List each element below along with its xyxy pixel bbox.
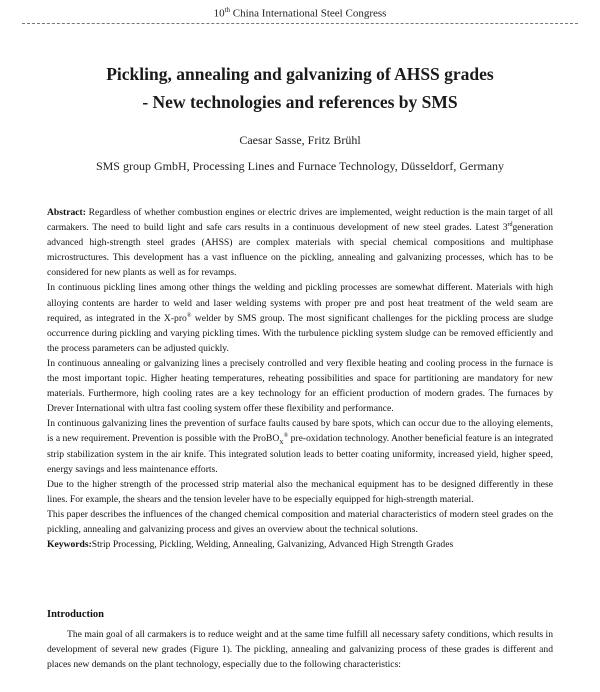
header-rule [22, 23, 578, 24]
abstract-paragraph-4 [47, 416, 553, 476]
abstract-text: In continuous pickling lines among other things the welding and pickling processes are somewhat different. Materials with high alloying contents are harder to weld and laser welding systems with proper pre and post heat treatment of the weld seam are required, as integrated in the X-pro [47, 282, 553, 324]
ordinal-superscript: rd [507, 221, 513, 228]
introduction [47, 627, 553, 672]
abstract-text: generation advanced high-strength steel grades (AHSS) are complex materials with special chemical compositions and multiphase microstructures. This development has a vast influence on the pickling, annealing and galvanizing processes, which has to be considered for new plants as well as for revamps. [47, 222, 553, 279]
abstract-paragraph-6: This paper describes the influences of the changed chemical composition and material characteristics of modern steel grades on the pickling, annealing and galvanizing process and gives an overview about the technical solutions. [47, 508, 553, 535]
subscript-x: X [279, 440, 284, 447]
abstract-text: welder by SMS group. The most significant challenges for the pickling process are sludge occurrence during pickling and varying pickling times. With the turbulence pickling system sludge can be removed efficiently and the process parameters can be adjusted quickly. [47, 312, 553, 354]
abstract-paragraph-5: Due to the higher strength of the processed strip material also the mechanical equipment has to be designed differently in these lines. For example, the shears and the tension leveler have to be especially equipped for high-strength material. [47, 478, 553, 505]
abstract-label: Abstract: [47, 207, 86, 218]
header-conference: China International Steel Congress [230, 7, 387, 20]
abstract-text: In continuous galvanizing lines the prevention of surface faults caused by bare spots, which can occur due to the alloying elements, is a new requirement. Prevention is possible with the ProBO [47, 418, 553, 445]
registered-mark: ® [186, 312, 192, 319]
introduction-paragraph: The main goal of all carmakers is to reduce weight and at the same time fulfill all necessary safety conditions, which results in development of several new grades (Figure 1). The pickling, annealing and galvanizing process of these grades is different and places new demands on the plant technology, especially due to the following characteristics: [47, 629, 553, 671]
keywords-label: Keywords: [47, 539, 92, 551]
abstract-text: Regardless of whether combustion engines or electric drives are implemented, weight reduction is the main target of all carmakers. The need to build light and safe cars results in a continuous development of new steel grades. Latest 3 [47, 207, 553, 234]
registered-mark: ® [283, 433, 289, 440]
abstract-text: pre-oxidation technology. Another beneficial feature is an integrated strip stabilization system in the air knife. This integrated solution leads to better coating uniformity, increased yield, higher speed, energy savings and less maintenance efforts. [47, 433, 553, 475]
affiliation: SMS group GmbH, Processing Lines and Furnace Technology, Düsseldorf, Germany [95, 159, 505, 173]
header-prefix: 10 [213, 7, 225, 20]
header-ordinal: th [224, 6, 231, 14]
running-header [0, 6, 600, 20]
abstract-paragraph-1 [47, 205, 553, 280]
paper-title-line-1: Pickling, annealing and galvanizing of AHSS grades [106, 64, 494, 84]
abstract-paragraph-2 [47, 280, 553, 355]
abstract-paragraph-3: In continuous annealing or galvanizing lines a precisely controlled and very flexible heating and cooling process in the furnace is the most important topic. Higher heating temperatures, reheating possibilities and space for partitioning are mandatory for new materials. Furthermore, high cooling rates are a key technology for an efficient production of modern grades. The furnaces by Drever International with ultra fast cooling system offer these flexibility and performance. [47, 357, 553, 415]
keywords-text: Strip Processing, Pickling, Welding, Annealing, Galvanizing, Advanced High Strength Grades [91, 539, 454, 551]
authors: Caesar Sasse, Fritz Brühl [239, 133, 361, 147]
abstract [47, 205, 553, 552]
paper-title-line-2: - New technologies and references by SMS [142, 92, 458, 112]
introduction-heading: Introduction [47, 609, 104, 620]
keywords [47, 537, 553, 552]
